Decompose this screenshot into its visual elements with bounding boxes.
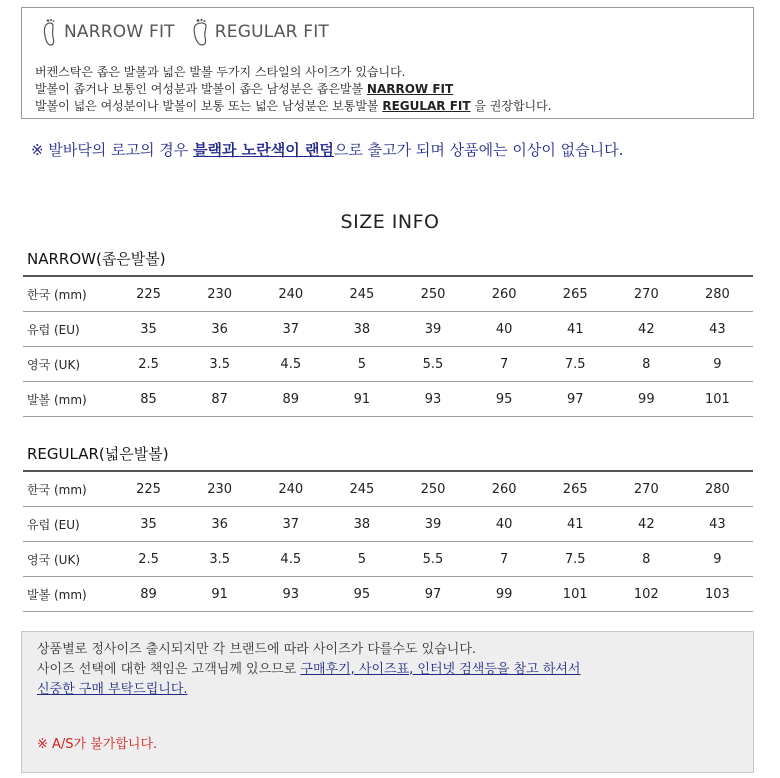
warning-text (37, 640, 581, 700)
size-cell: 260 (469, 276, 540, 312)
regular-fit-emphasis: REGULAR FIT (382, 99, 471, 113)
size-cell: 43 (682, 507, 753, 542)
size-cell: 4.5 (255, 542, 326, 577)
size-cell: 36 (184, 312, 255, 347)
notice-highlight: 블랙과 노란색이 랜덤 (193, 141, 334, 159)
table-row (23, 507, 753, 542)
narrow-size-table (23, 275, 753, 417)
narrow-fit-label: NARROW FIT (64, 22, 175, 42)
size-cell: 97 (397, 577, 468, 612)
fit-line-2: 발볼이 좁거나 보통인 여성분과 발볼이 좁은 남성분은 좁은발볼 NARROW FIT (35, 82, 454, 96)
regular-fit-label: REGULAR FIT (214, 22, 330, 42)
size-cell: 225 (113, 276, 184, 312)
regular-foot-icon (191, 18, 211, 46)
size-cell: 91 (184, 577, 255, 612)
row-label: 영국 (UK) (23, 347, 113, 382)
size-cell: 5 (326, 347, 397, 382)
size-cell: 37 (255, 312, 326, 347)
size-cell: 89 (255, 382, 326, 417)
warning-line-2: 사이즈 선택에 대한 책임은 고객님께 있으므로 구매후기, 사이즈표, 인터넷 검색등을 참고 하셔서 (37, 662, 581, 677)
size-cell: 260 (469, 471, 540, 507)
table-row (23, 542, 753, 577)
size-cell: 43 (682, 312, 753, 347)
row-label: 유럽 (EU) (23, 507, 113, 542)
table-row (23, 577, 753, 612)
size-cell: 240 (255, 276, 326, 312)
fit-legend (40, 18, 345, 46)
size-cell: 101 (682, 382, 753, 417)
size-cell: 280 (682, 276, 753, 312)
size-cell: 7 (469, 542, 540, 577)
narrow-fit-emphasis: NARROW FIT (366, 82, 454, 96)
size-cell: 36 (184, 507, 255, 542)
size-cell: 89 (113, 577, 184, 612)
table-row (23, 347, 753, 382)
size-cell: 250 (397, 471, 468, 507)
row-label: 유럽 (EU) (23, 312, 113, 347)
size-cell: 3.5 (184, 347, 255, 382)
narrow-foot-icon (40, 18, 60, 46)
size-cell: 270 (611, 471, 682, 507)
size-cell: 270 (611, 276, 682, 312)
size-cell: 2.5 (113, 347, 184, 382)
size-cell: 35 (113, 507, 184, 542)
size-cell: 95 (469, 382, 540, 417)
size-cell: 42 (611, 312, 682, 347)
table-row (23, 471, 753, 507)
size-cell: 99 (611, 382, 682, 417)
size-cell: 9 (682, 542, 753, 577)
size-cell: 91 (326, 382, 397, 417)
size-cell: 37 (255, 507, 326, 542)
size-cell: 9 (682, 347, 753, 382)
size-cell: 230 (184, 276, 255, 312)
size-cell: 250 (397, 276, 468, 312)
size-cell: 3.5 (184, 542, 255, 577)
size-cell: 93 (255, 577, 326, 612)
warning-underlined: 구매후기, 사이즈표, 인터넷 검색등을 참고 하셔서 (300, 662, 581, 677)
warning-line-1: 상품별로 정사이즈 출시되지만 각 브랜드에 따라 사이즈가 다를수도 있습니다. (37, 642, 477, 657)
row-label: 발볼 (mm) (23, 577, 113, 612)
size-cell: 97 (540, 382, 611, 417)
fit-description (35, 64, 552, 115)
size-cell: 5.5 (397, 542, 468, 577)
size-cell: 85 (113, 382, 184, 417)
row-label: 한국 (mm) (23, 471, 113, 507)
regular-size-table (23, 470, 753, 612)
size-cell: 265 (540, 471, 611, 507)
narrow-table-title: NARROW(좁은발볼) (27, 250, 166, 268)
size-cell: 7.5 (540, 347, 611, 382)
size-cell: 225 (113, 471, 184, 507)
size-cell: 41 (540, 312, 611, 347)
size-cell: 5 (326, 542, 397, 577)
fit-info-box (21, 7, 754, 119)
table-row (23, 382, 753, 417)
row-label: 발볼 (mm) (23, 382, 113, 417)
size-cell: 39 (397, 507, 468, 542)
size-info-title: SIZE INFO (340, 211, 440, 233)
size-warning-box (21, 631, 754, 773)
size-cell: 35 (113, 312, 184, 347)
fit-line-3: 발볼이 넓은 여성분이나 발볼이 보통 또는 넓은 남성분은 보통발볼 REGULAR FIT 을 권장합니다. (35, 99, 552, 113)
size-cell: 40 (469, 312, 540, 347)
table-row (23, 312, 753, 347)
size-cell: 87 (184, 382, 255, 417)
warning-line-3: 신중한 구매 부탁드립니다. (37, 682, 188, 697)
size-cell: 265 (540, 276, 611, 312)
table-row (23, 276, 753, 312)
size-cell: 8 (611, 347, 682, 382)
regular-table-title: REGULAR(넓은발볼) (27, 445, 169, 463)
row-label: 한국 (mm) (23, 276, 113, 312)
size-cell: 38 (326, 312, 397, 347)
size-cell: 245 (326, 471, 397, 507)
size-cell: 5.5 (397, 347, 468, 382)
size-cell: 101 (540, 577, 611, 612)
size-cell: 40 (469, 507, 540, 542)
size-cell: 7.5 (540, 542, 611, 577)
size-cell: 93 (397, 382, 468, 417)
size-cell: 2.5 (113, 542, 184, 577)
size-cell: 103 (682, 577, 753, 612)
fit-line-1: 버켄스탁은 좁은 발볼과 넓은 발볼 두가지 스타일의 사이즈가 있습니다. (35, 65, 406, 79)
size-cell: 39 (397, 312, 468, 347)
size-cell: 245 (326, 276, 397, 312)
logo-color-notice: ※ 발바닥의 로고의 경우 블랙과 노란색이 랜덤으로 출고가 되며 상품에는 이상이 없습니다. (31, 141, 624, 159)
size-cell: 95 (326, 577, 397, 612)
size-cell: 102 (611, 577, 682, 612)
size-cell: 99 (469, 577, 540, 612)
size-cell: 280 (682, 471, 753, 507)
as-unavailable-note: ※ A/S가 불가합니다. (37, 737, 158, 752)
size-cell: 7 (469, 347, 540, 382)
size-cell: 42 (611, 507, 682, 542)
size-cell: 8 (611, 542, 682, 577)
size-cell: 41 (540, 507, 611, 542)
size-cell: 38 (326, 507, 397, 542)
row-label: 영국 (UK) (23, 542, 113, 577)
size-cell: 4.5 (255, 347, 326, 382)
size-cell: 230 (184, 471, 255, 507)
size-cell: 240 (255, 471, 326, 507)
